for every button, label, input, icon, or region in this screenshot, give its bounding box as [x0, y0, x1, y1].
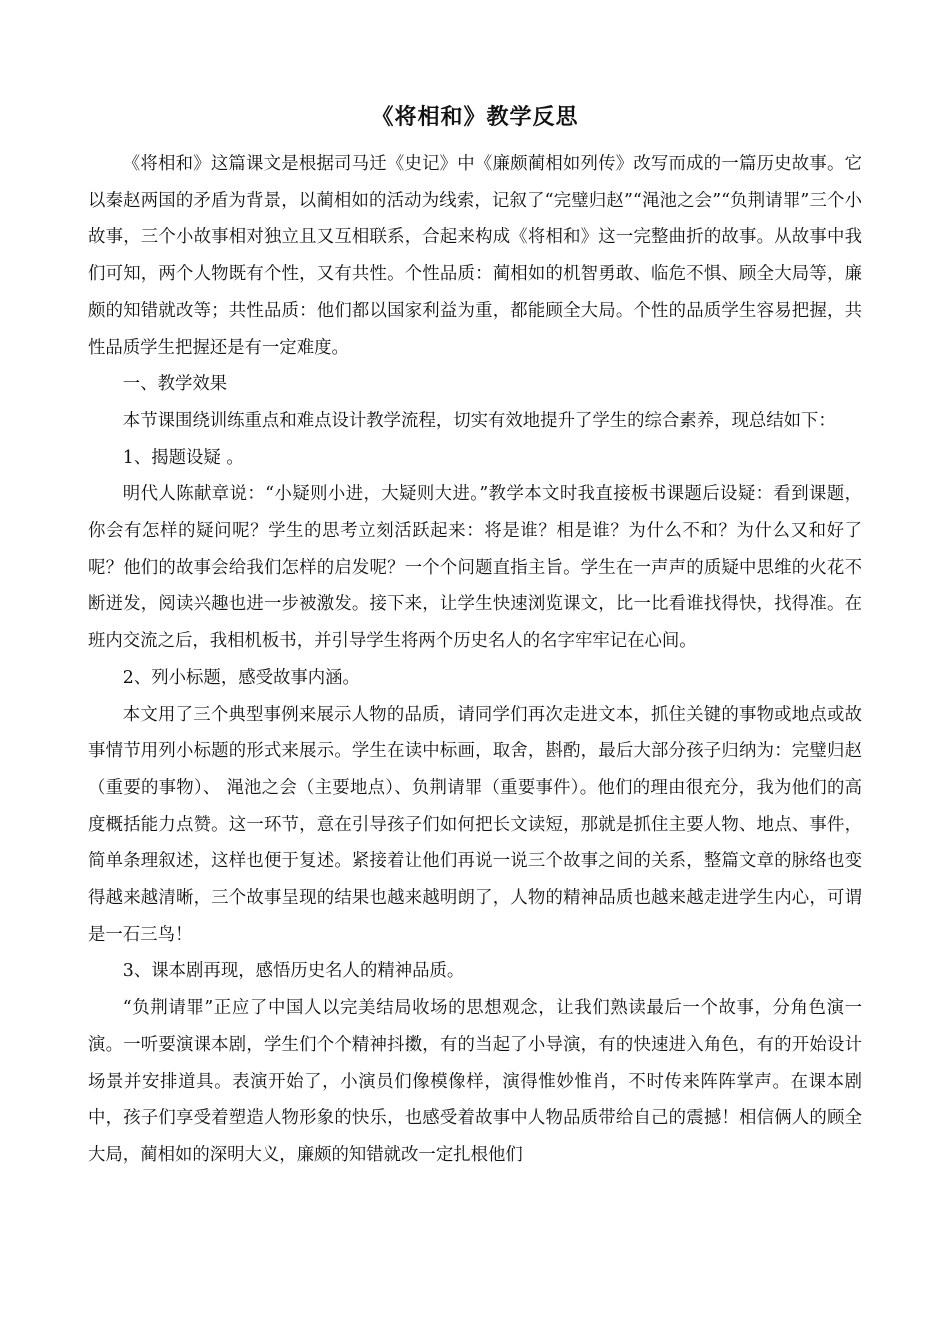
point-body-1: 明代人陈献章说：“小疑则小进，大疑则大进。”教学本文时我直接板书课题后设疑：看到课题，你会有怎样的疑问呢？学生的思考立刻活跃起来：将是谁？相是谁？为什么不和？为什么又和好了呢？他们的故事会给我们怎样的启发呢？一个个问题直指主旨。学生在一声声的质疑中思维的火花不断迸发，阅读兴趣也进一步被激发。接下来，让学生快速浏览课文，比一比看谁找得快，找得准。在班内交流之后，我相机板书，并引导学生将两个历史名人的名字牢牢记在心间。: [88, 484, 862, 652]
point-heading-2: 2、列小标题，感受故事内涵。: [122, 667, 360, 688]
point-body-2: 本文用了三个典型事例来展示人物的品质，请同学们再次走进文本，抓住关键的事物或地点或故事情节用列小标题的形式来展示。学生在读中标画，取舍，斟酌，最后大部分孩子归纳为：完璧归赵 （重要的事物）、 渑池之会（主要地点）、负荆请罪（重要事件）。他们的理由很充分，我为他们的高度概括能力点赞。这一环节，意在引导孩子们如何把长文读短，那就是抓住主要人物、地点、事件，简单条理叙述，这样也便于复述。紧接着让他们再说一说三个故事之间的关系，整篇文章的脉络也变得越来越清晰，三个故事呈现的结果也越来越明朗了，人物的精神品质也越来越走进学生内心，可谓是一石三鸟！: [88, 704, 862, 945]
section-intro-paragraph: 本节课围绕训练重点和难点设计教学流程，切实有效地提升了学生的综合素养，现总结如下：: [122, 410, 836, 431]
point-body-3: “负荆请罪”正应了中国人以完美结局收场的思想观念，让我们熟读最后一个故事，分角色演一演。一听要演课本剧，学生们个个精神抖擞，有的当起了小导演，有的快速进入角色，有的开始设计场景并安排道具。表演开始了，小演员们像模像样，演得惟妙惟肖，不时传来阵阵掌声。在课本剧中，孩子们享受着塑造人物形象的快乐，也感受着故事中人物品质带给自己的震撼！相信俩人的顾全大局，蔺相如的深明大义，廉颇的知错就改一定扎根他们: [88, 998, 862, 1165]
document-body: [88, 100, 862, 1174]
intro-paragraph: 《将相和》这篇课文是根据司马迁《史记》中《廉颇蔺相如列传》改写而成的一篇历史故事。它以秦赵两国的矛盾为背景，以蔺相如的活动为线索，记叙了“完璧归赵”“渑池之会”“负荆请罪”三个小故事，三个小故事相对独立且又互相联系，合起来构成《将相和》这一完整曲折的故事。从故事中我们可知，两个人物既有个性，又有共性。个性品质：蔺相如的机智勇敢、临危不惧、顾全大局等，廉颇的知错就改等；共性品质：他们都以国家利益为重，都能顾全大局。个性的品质学生容易把握，共性品质学生把握还是有一定难度。: [88, 154, 862, 358]
point-heading-1: 1、揭题设疑 。: [122, 447, 244, 468]
section-heading-teaching-effect: 一、教学效果: [122, 374, 228, 395]
document-title: 《将相和》教学反思: [371, 104, 579, 130]
point-heading-3: 3、课本剧再现，感悟历史名人的精神品质。: [122, 961, 465, 982]
